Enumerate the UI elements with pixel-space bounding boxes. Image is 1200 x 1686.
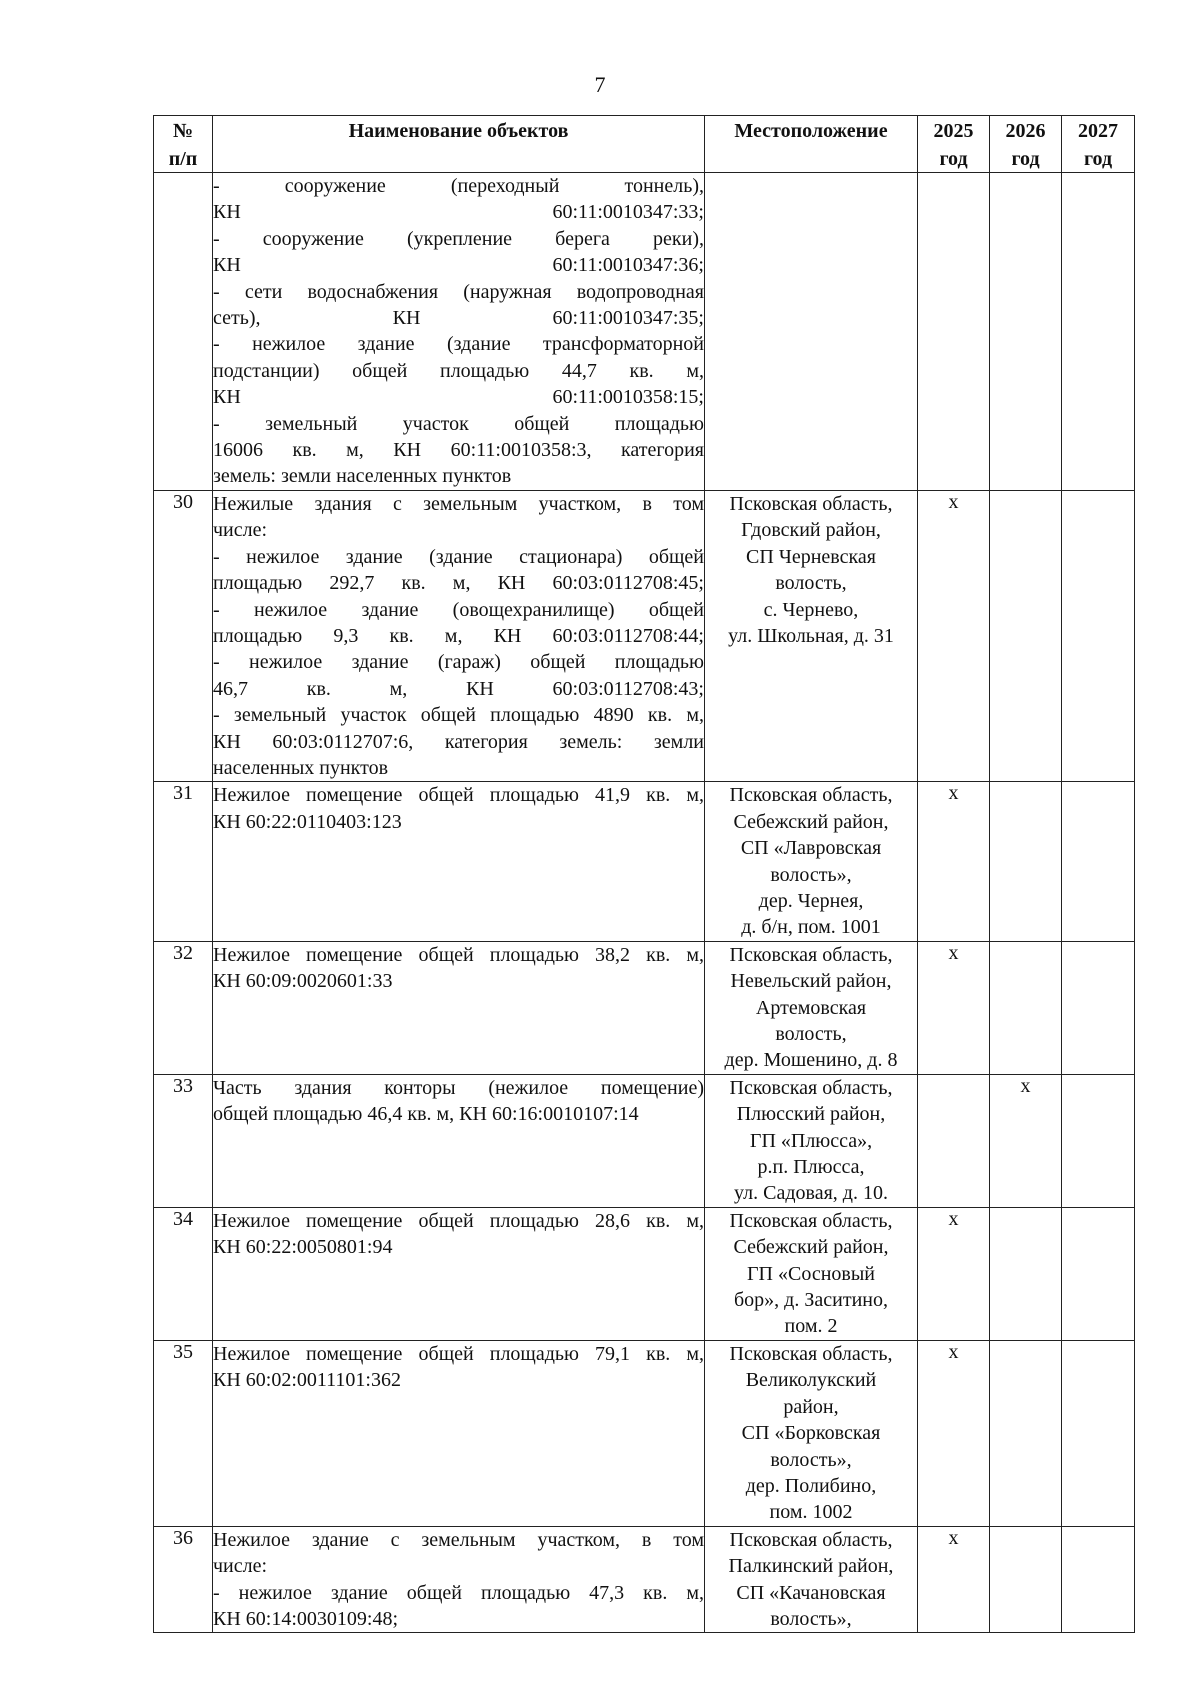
location-line: Псковская область,	[729, 492, 893, 515]
object-name-line: населенных пунктов	[213, 756, 389, 779]
location-line: пом. 2	[784, 1315, 838, 1338]
location-line: ГП «Плюсса»,	[749, 1129, 873, 1152]
object-name-line: 16006 кв. м, КН 60:11:0010358:3, категория	[213, 439, 704, 462]
mark-2026	[990, 173, 1062, 491]
object-name	[213, 1074, 705, 1207]
location-line: Псковская область,	[729, 784, 893, 807]
object-name	[213, 1207, 705, 1340]
object-name-line: Нежилое помещение общей площадью 28,6 кв. м,	[213, 1209, 704, 1232]
mark-2026	[990, 1207, 1062, 1340]
mark-2026	[990, 490, 1062, 781]
mark-2025: х	[918, 1340, 990, 1526]
object-name	[213, 1526, 705, 1633]
header-number: № п/п	[154, 116, 213, 173]
page-number: 7	[594, 72, 606, 97]
location-line: СП «Лавровская	[740, 837, 882, 860]
table-row	[154, 1074, 1135, 1207]
row-number: 36	[154, 1526, 213, 1633]
location-line: р.п. Плюсса,	[757, 1156, 865, 1179]
location-line: волость»,	[770, 1448, 852, 1471]
location-line: Невельский район,	[730, 970, 892, 993]
mark-2027	[1062, 1526, 1135, 1633]
location-line: Псковская область,	[729, 1342, 893, 1365]
mark-2027	[1062, 1074, 1135, 1207]
mark-2025	[918, 1074, 990, 1207]
location-line: ул. Садовая, д. 10.	[734, 1182, 888, 1205]
mark-2027	[1062, 1207, 1135, 1340]
object-location	[705, 490, 918, 781]
object-name-line: числе:	[213, 1555, 268, 1578]
mark-2025: х	[918, 941, 990, 1074]
location-line: волость,	[775, 1023, 847, 1045]
mark-2025: х	[918, 1207, 990, 1340]
object-name	[213, 173, 705, 491]
mark-2027	[1062, 173, 1135, 491]
header-2026: 2026 год	[990, 116, 1062, 173]
object-name	[213, 490, 705, 781]
location-line: район,	[783, 1395, 839, 1418]
object-location	[705, 1340, 918, 1526]
object-name-line: подстанции) общей площадью 44,7 кв. м,	[213, 359, 704, 382]
objects-table	[153, 115, 1135, 1633]
location-line: Артемовская	[755, 996, 867, 1019]
object-name-line: Часть здания конторы (нежилое помещение)	[213, 1076, 704, 1099]
header-2025: 2025 год	[918, 116, 990, 173]
object-name-line: 46,7 кв. м, КН 60:03:0112708:43;	[213, 677, 704, 700]
mark-2025	[918, 173, 990, 491]
table-row	[154, 490, 1135, 781]
location-line: СП «Борковская	[741, 1422, 881, 1445]
object-name-line: Нежилые здания с земельным участком, в том	[213, 492, 704, 515]
object-name-line: - нежилое здание (гараж) общей площадью	[213, 651, 704, 674]
location-line: Псковская область,	[729, 1209, 893, 1232]
mark-2025: х	[918, 782, 990, 941]
mark-2025: х	[918, 490, 990, 781]
object-name-line: площадью 292,7 кв. м, КН 60:03:0112708:45;	[213, 572, 704, 595]
location-line: дер. Чернея,	[758, 889, 864, 912]
location-line: Псковская область,	[729, 1076, 893, 1099]
object-name-line: - нежилое здание (овощехранилище) общей	[213, 598, 704, 621]
object-name-line: КН 60:11:0010347:33;	[213, 201, 704, 224]
row-number: 30	[154, 490, 213, 781]
location-line: Псковская область,	[729, 943, 893, 966]
object-name-line: Нежилое помещение общей площадью 79,1 кв. м,	[213, 1342, 704, 1365]
table-row	[154, 1526, 1135, 1633]
object-name-line: - сооружение (укрепление берега реки),	[213, 227, 704, 250]
object-name-line: - нежилое здание общей площадью 47,3 кв. м,	[213, 1581, 704, 1604]
object-name-line: КН 60:14:0030109:48;	[213, 1607, 399, 1630]
object-location	[705, 782, 918, 941]
object-name-line: площадью 9,3 кв. м, КН 60:03:0112708:44;	[213, 624, 704, 647]
object-name-line: - нежилое здание (здание стационара) общей	[213, 545, 704, 568]
object-name-line: общей площадью 46,4 кв. м, КН 60:16:0010107:14	[213, 1103, 639, 1126]
mark-2026: х	[990, 1074, 1062, 1207]
mark-2026	[990, 782, 1062, 941]
object-name-line: КН 60:11:0010358:15;	[213, 386, 704, 409]
row-number: 32	[154, 941, 213, 1074]
object-name	[213, 1340, 705, 1526]
mark-2025: х	[918, 1526, 990, 1633]
row-number: 31	[154, 782, 213, 941]
location-line: СП Черневская	[746, 545, 876, 568]
header-name: Наименование объектов	[213, 116, 705, 173]
object-location	[705, 1207, 918, 1340]
row-number: 33	[154, 1074, 213, 1207]
object-name-line: - земельный участок общей площадью 4890 кв. м,	[213, 704, 704, 727]
table-row	[154, 1207, 1135, 1340]
location-line: дер. Мошенино, д. 8	[724, 1049, 898, 1072]
location-line: волость,	[775, 572, 847, 595]
object-name-line: КН 60:11:0010347:36;	[213, 254, 704, 277]
object-location	[705, 941, 918, 1074]
location-line: Плюсский район,	[736, 1103, 886, 1126]
row-number	[154, 173, 213, 491]
mark-2026	[990, 941, 1062, 1074]
object-name	[213, 782, 705, 941]
mark-2026	[990, 1340, 1062, 1526]
location-line: Себежский район,	[733, 810, 889, 833]
object-name-line: земель: земли населенных пунктов	[213, 465, 512, 488]
table-row	[154, 1340, 1135, 1526]
location-line: СП «Качановская	[736, 1581, 886, 1604]
location-line: с. Чернево,	[763, 598, 859, 621]
object-location	[705, 173, 918, 491]
object-name-line: КН 60:22:0050801:94	[213, 1236, 393, 1259]
location-line: д. б/н, пом. 1001	[741, 916, 881, 939]
object-name-line: числе:	[213, 519, 268, 542]
mark-2026	[990, 1526, 1062, 1633]
object-name-line: Нежилое здание с земельным участком, в том	[213, 1528, 704, 1551]
location-line: Псковская область,	[729, 1528, 893, 1551]
location-line: Палкинский район,	[728, 1555, 894, 1578]
location-line: волость»,	[770, 1607, 852, 1630]
object-name-line: - земельный участок общей площадью	[213, 412, 704, 435]
object-name-line: - сооружение (переходный тоннель),	[213, 175, 704, 197]
location-line: Себежский район,	[733, 1236, 889, 1259]
object-name-line: - нежилое здание (здание трансформаторной	[213, 333, 704, 356]
object-name-line: КН 60:22:0110403:123	[213, 810, 402, 833]
location-line: бор», д. Заситино,	[734, 1289, 888, 1312]
location-line: волость»,	[770, 863, 852, 886]
mark-2027	[1062, 782, 1135, 941]
object-name-line: Нежилое помещение общей площадью 41,9 кв. м,	[213, 784, 704, 807]
location-line: Великолукский	[745, 1369, 877, 1392]
header-2027: 2027 год	[1062, 116, 1135, 173]
location-line: дер. Полибино,	[745, 1474, 877, 1497]
table-row	[154, 782, 1135, 941]
table-row	[154, 173, 1135, 491]
location-line: ул. Школьная, д. 31	[728, 624, 894, 647]
row-number: 34	[154, 1207, 213, 1340]
table-row	[154, 941, 1135, 1074]
table-header-row	[154, 116, 1135, 173]
object-name-line: сеть), КН 60:11:0010347:35;	[213, 307, 704, 330]
object-name-line: КН 60:03:0112707:6, категория земель: земли	[213, 730, 704, 753]
location-line: Гдовский район,	[741, 519, 881, 542]
object-name-line: - сети водоснабжения (наружная водопроводная	[213, 280, 704, 303]
location-line: ГП «Сосновый	[746, 1262, 875, 1285]
mark-2027	[1062, 941, 1135, 1074]
object-name-line: КН 60:09:0020601:33	[213, 970, 393, 993]
object-name-line: КН 60:02:0011101:362	[213, 1369, 401, 1392]
object-location	[705, 1074, 918, 1207]
location-line: пом. 1002	[769, 1501, 853, 1524]
object-name-line: Нежилое помещение общей площадью 38,2 кв. м,	[213, 943, 704, 966]
object-location	[705, 1526, 918, 1633]
row-number: 35	[154, 1340, 213, 1526]
mark-2027	[1062, 1340, 1135, 1526]
mark-2027	[1062, 490, 1135, 781]
object-name	[213, 941, 705, 1074]
header-location: Местоположение	[705, 116, 918, 173]
